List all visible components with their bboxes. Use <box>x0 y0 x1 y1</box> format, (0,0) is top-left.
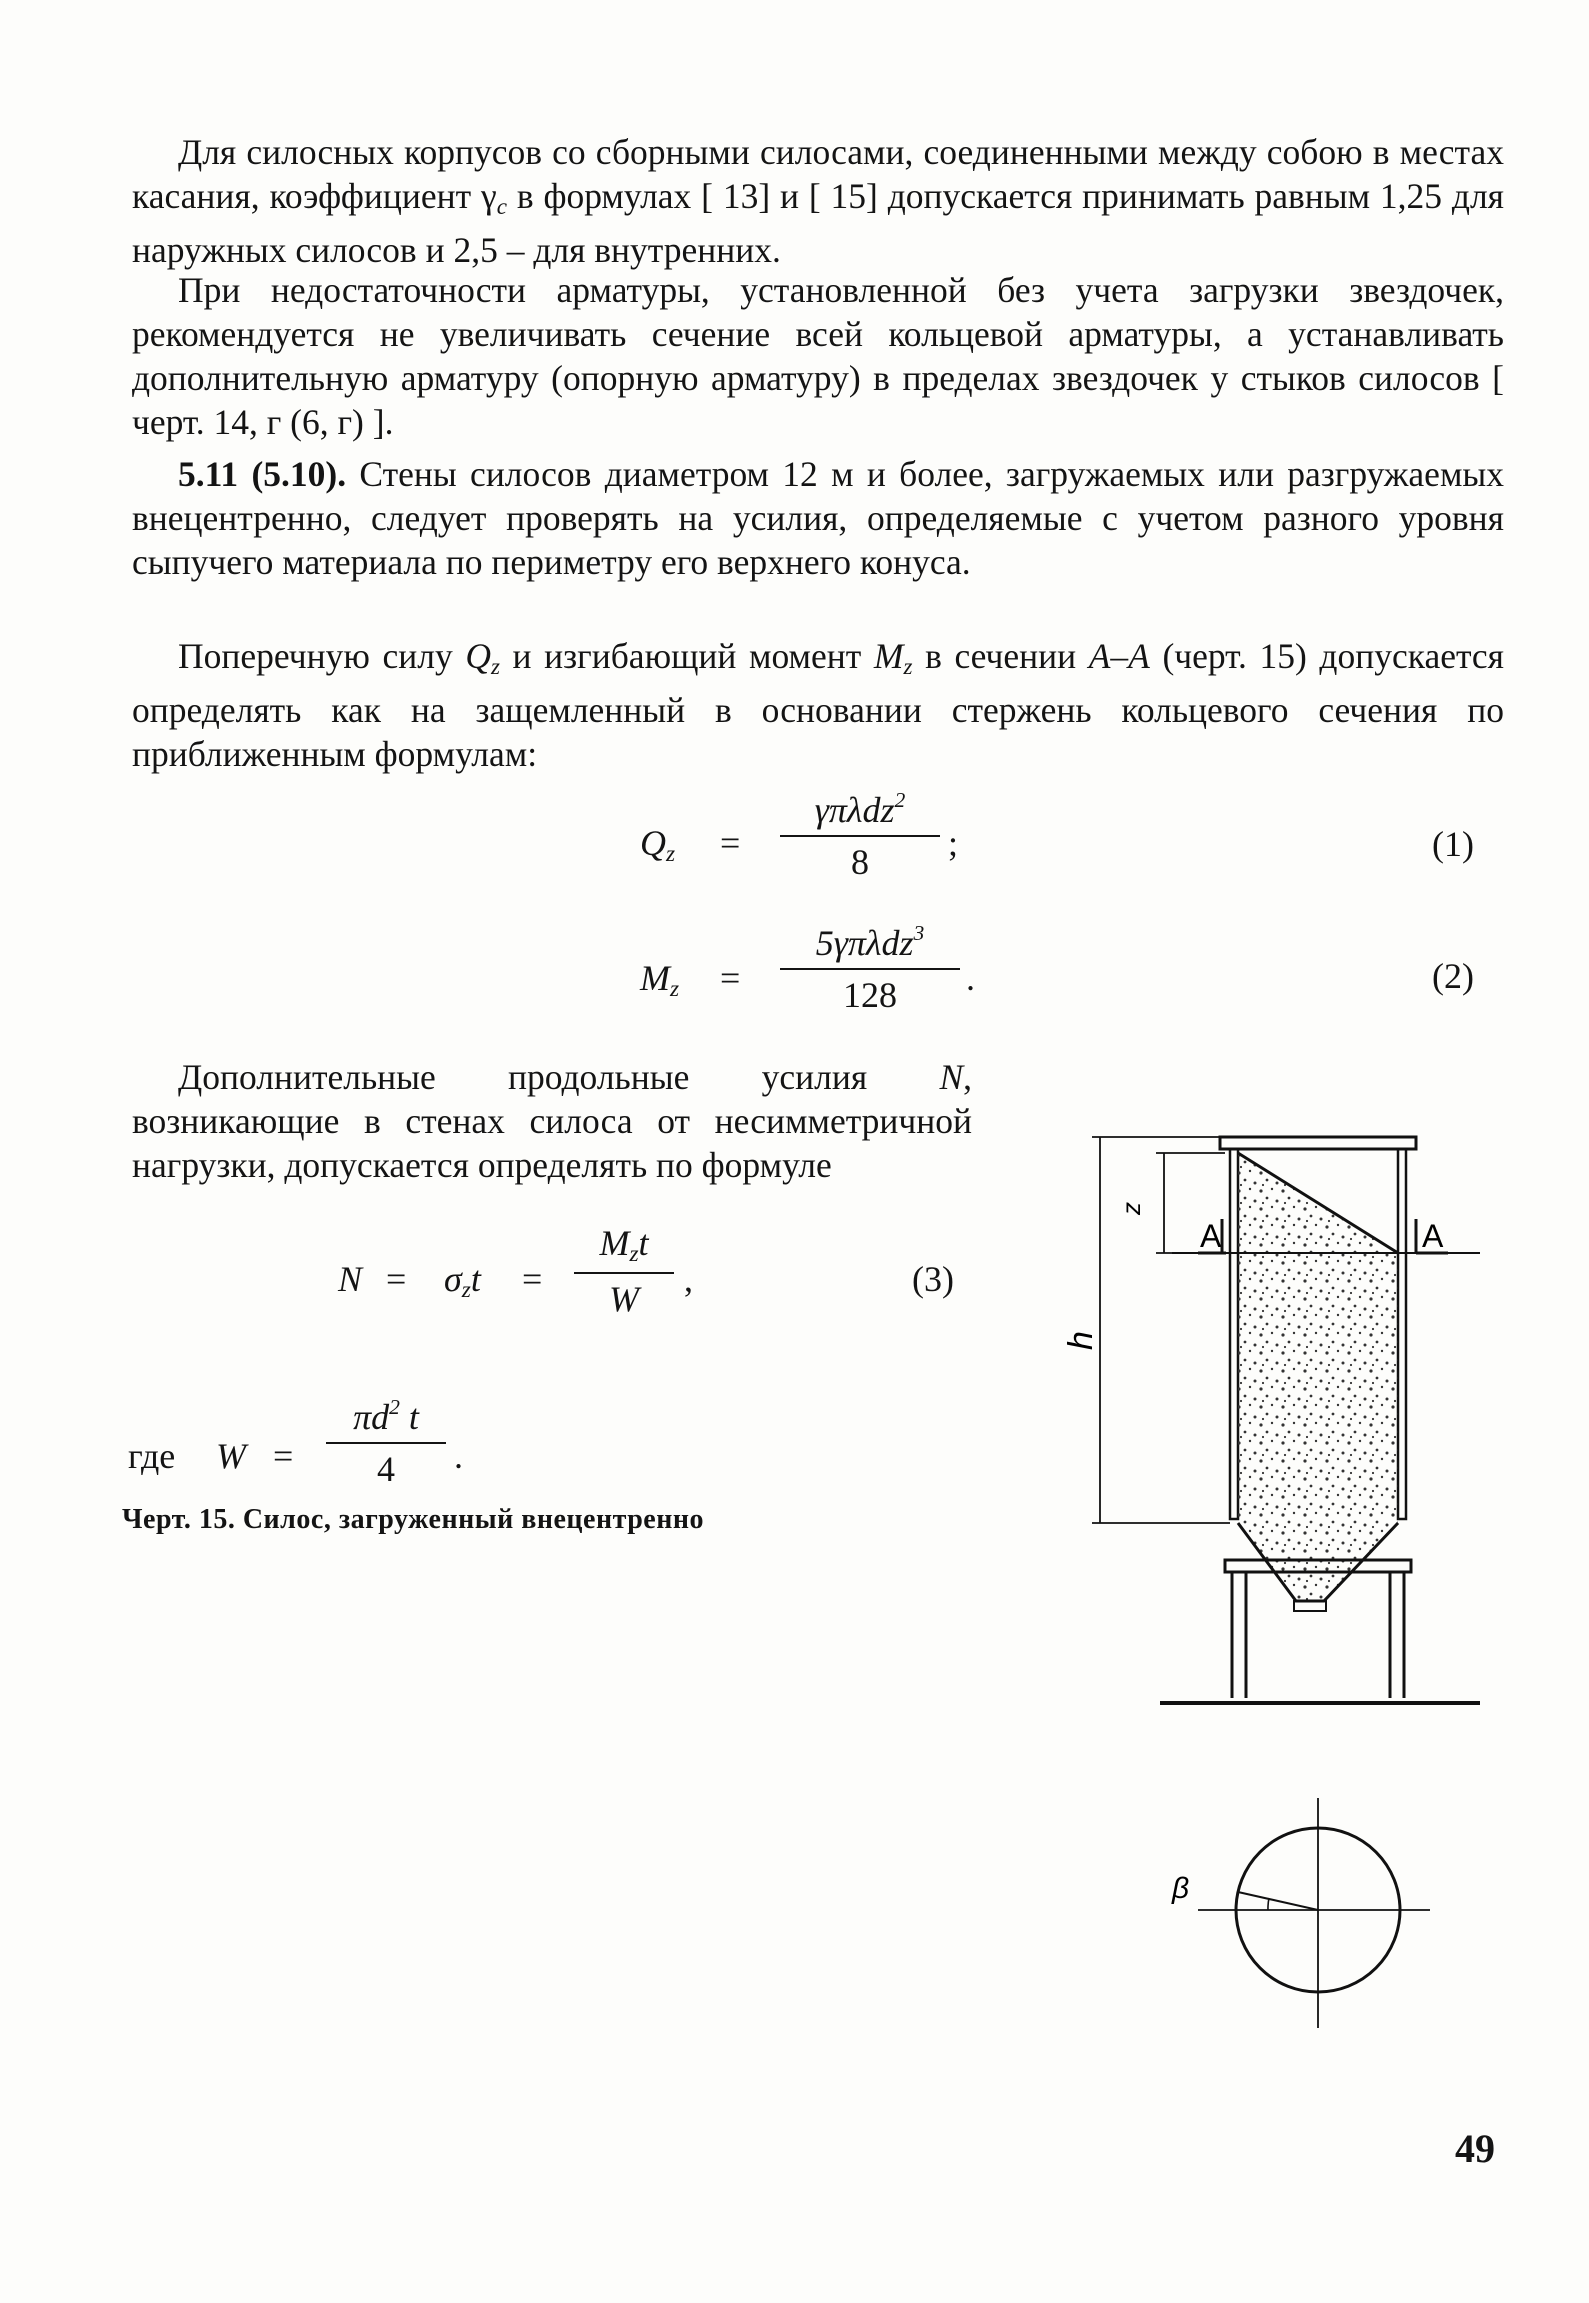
label-section-right: A <box>1422 1218 1444 1254</box>
paragraph-shear-moment: Поперечную силу $Q_z$ и изгибающий момент $M_z$ в сечении A–A (черт. 15) допускается определять как на защемленный в основании стержень кольцевого сечения по приближенным формулам: <box>132 636 1504 774</box>
fraction: $\pi d^2$ t 4 <box>326 1395 446 1490</box>
silo-wall-right <box>1398 1149 1406 1519</box>
equation-number-3: (3) <box>912 1259 954 1299</box>
clause-number: 5.11 (5.10). <box>178 454 347 494</box>
figure-caption: Черт. 15. Силос, загруженный внецентренно <box>122 1504 704 1535</box>
label-h: h <box>1062 1331 1100 1350</box>
page-number: 49 <box>1455 2126 1495 2171</box>
equation-number-1: (1) <box>1432 824 1474 864</box>
label-section-left: A <box>1200 1218 1222 1254</box>
paragraph-section-5-11: 5.11 (5.10). Стены силосов диаметром 12 м и более, загружаемых или разгружаемых внецентренно, следует проверять на усилия, определяемые с учетом разного уровня сыпучего материала по периметру его верхнего конуса. <box>132 454 1505 582</box>
label-z: z <box>1116 1202 1146 1215</box>
document-page: Для силосных корпусов со сборными силосами, соединенными между собою в местах касания, коэффициент $\gamma_c$ в формулах [ 13] и [ 15] допускается принимать равным 1,25 для наружных силосов и 2,5 – для внутренних. При недостаточности арматуры, установленной без учета загрузки звездочек, рекомендуется не увеличивать сечение всей кольцевой арматуры, а устанавливать дополнительную арматуру (опорную арматуру) в пределах звездочек у стыков силосов [ черт. 14, г (6, г) ]. 5.11 (5.10). Стены силосов диаметром 12 м и более, загружаемых или разгружаемых внецентренно, следует проверять на усилия, определяемые с учетом разного уровня сыпучего материала по периметру его верхнего конуса. Поперечную силу $Q_z$ и изгибающий момент $M_z$ в сечении A–A (черт. 15) допускается определять как на защемленный в основании стержень кольцевого сечения по приближенным формулам: $Q_z$ = γπλdz$^2$ 8 ; (1) $M_z$ = 5γπλdz$^3$ 128 . (2) Дополнительные продольные усилия N, возникающие в стенах силоса от несимметричной нагрузки, допускается определять по формуле N = $\sigma_zt$ = $M_zt$ W , (3) где W = $\pi d^2$ t 4 . z h A A β Черт. 15. Силос, загруженный внецентренно 49 <box>122 132 1505 2171</box>
fraction: 5γπλdz$^3$ 128 <box>780 921 960 1016</box>
silo-plan-figure <box>1150 1780 1450 2040</box>
fraction: $M_zt$ W <box>574 1222 674 1320</box>
silo-elevation-figure <box>1060 1115 1500 1735</box>
silo-wall-left <box>1230 1149 1238 1519</box>
paragraph-reinforcement: При недостаточности арматуры, установленной без учета загрузки звездочек, рекомендуется не увеличивать сечение всей кольцевой арматуры, а устанавливать дополнительную арматуру (опорную арматуру) в пределах звездочек у стыков силосов [ черт. 14, г (6, г) ]. <box>132 270 1504 442</box>
label-beta: β <box>1172 1872 1190 1905</box>
paragraph-longitudinal-force: Дополнительные продольные усилия N, возникающие в стенах силоса от несимметричной нагрузки, допускается определять по формуле <box>132 1057 972 1185</box>
fraction: γπλdz$^2$ 8 <box>780 788 940 883</box>
equation-number-2: (2) <box>1432 956 1474 996</box>
paragraph-coefficient: Для силосных корпусов со сборными силосами, соединенными между собою в местах касания, коэффициент $\gamma_c$ в формулах [ 13] и [ 15] допускается принимать равным 1,25 для наружных силосов и 2,5 – для внутренних. <box>132 132 1505 270</box>
silo-roof <box>1220 1137 1416 1149</box>
